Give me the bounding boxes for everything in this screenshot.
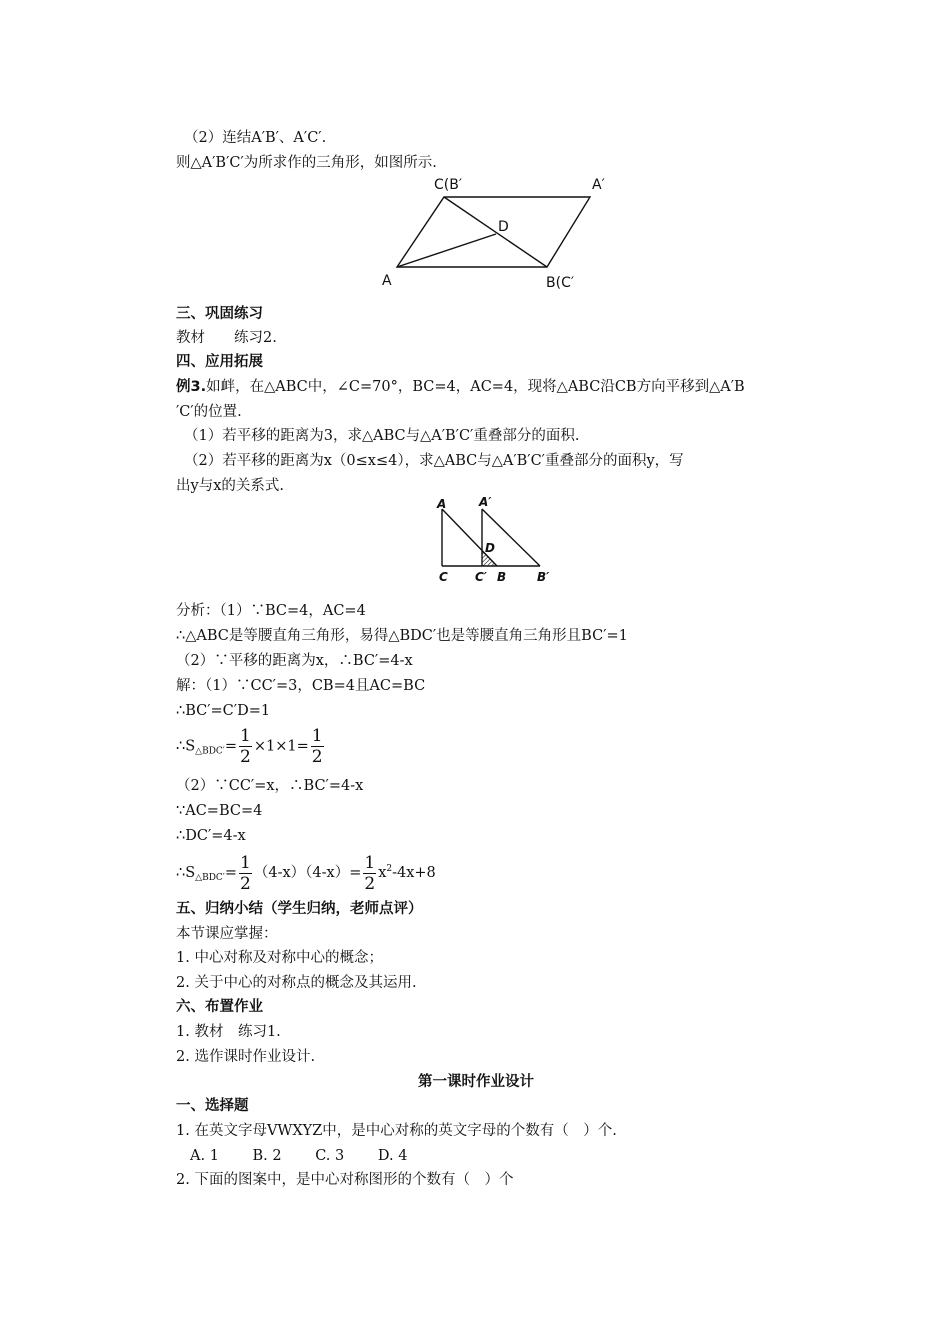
label-c: C [439,570,448,584]
text-line: ∴DC′=4-x [176,828,246,844]
question: 1. 在英文字母VWXYZ中，是中心对称的英文字母的个数有（ ）个. [176,1123,617,1139]
text-line: 分析：（1）∵BC=4，AC=4 [176,603,366,619]
label-a-prime: A′ [592,177,605,193]
parallelogram-figure [370,170,620,290]
section-heading: 六、布置作业 [176,999,263,1015]
triangles-figure [425,492,565,588]
text-line: 教材 练习2. [176,330,277,346]
list-item: 1. 教材 练习1. [176,1024,281,1040]
label-a: A [382,273,392,289]
text-line: ∴BC′=C′D=1 [176,703,271,719]
label-b: B [497,570,507,584]
section-heading: 三、巩固练习 [176,306,263,322]
label-b-c: B(C′ [546,275,575,290]
example-text: 如衅，在△ABC中，∠C=70°，BC=4，AC=4，现将△ABC沿CB方向平移到△A′B [206,379,745,395]
list-item: 2. 选作课时作业设计. [176,1049,316,1065]
list-item: 1. 中心对称及对称中心的概念； [176,950,383,966]
text-line: （2）若平移的距离为x（0≤x≤4），求△ABC与△A′B′C′重叠部分的面积y，写 [184,453,684,469]
question: 2. 下面的图案中，是中心对称图形的个数有（ ）个 [176,1172,514,1188]
fraction: $\frac{1}{2}$ [240,726,251,767]
label-d: D [485,541,495,555]
text-line: ∵AC=BC=4 [176,803,263,819]
section-heading: 四、应用拓展 [176,354,263,370]
label-d: D [498,219,509,235]
fraction: $\frac{1}{2}$ [311,726,323,767]
label-a: A [437,497,447,511]
fraction: $\frac{1}{2}$ [364,852,376,894]
text-line: 出y与x的关系式. [176,478,284,494]
text-line: ∴△ABC是等腰直角三角形，易得△BDC′也是等腰直角三角形且BC′=1 [176,628,628,644]
text-line: ′C′的位置. [176,404,242,420]
example-label: 例3. [176,379,207,395]
text-line: （2）∵平移的距离为x，∴BC′=4-x [176,653,413,669]
formula-line: $\therefore S_{\triangle BDC'}=$ $\frac{1}{2}$ （4-x）（4-x）= $\frac{1}{2}$ $x^2-4x+8$ [176,852,436,894]
label-a-prime: A′ [479,495,492,509]
example-line [176,377,745,397]
formula-line: $\therefore S_{\triangle BDC'}=$ $\frac{1}{2}$ ×1×1= $\frac{1}{2}$ [176,726,323,767]
label-c-prime: C′ [475,570,487,584]
section-heading: 一、选择题 [176,1098,249,1114]
text-line: （2）∵CC′=x，∴BC′=4-x [176,778,364,794]
text-line: 则△A′B′C′为所求作的三角形，如图所示. [176,155,437,171]
fraction: $\frac{1}{2}$ [240,852,251,894]
text-line: 本节课应掌握： [176,926,278,942]
label-c-b: C(B′ [434,177,463,193]
homework-title: 第一课时作业设计 [418,1074,534,1090]
text-line: 解：（1）∵CC′=3，CB=4且AC=BC [176,678,426,694]
text-line: （2）连结A′B′、A′C′. [184,130,327,146]
label-b-prime: B′ [537,570,550,584]
section-heading: 五、归纳小结（学生归纳，老师点评） [176,901,423,917]
list-item: 2. 关于中心的对称点的概念及其运用. [176,975,417,991]
text-line: （1）若平移的距离为3，求△ABC与△A′B′C′重叠部分的面积. [184,428,580,444]
question-options: A. 1 B. 2 C. 3 D. 4 [190,1148,408,1164]
